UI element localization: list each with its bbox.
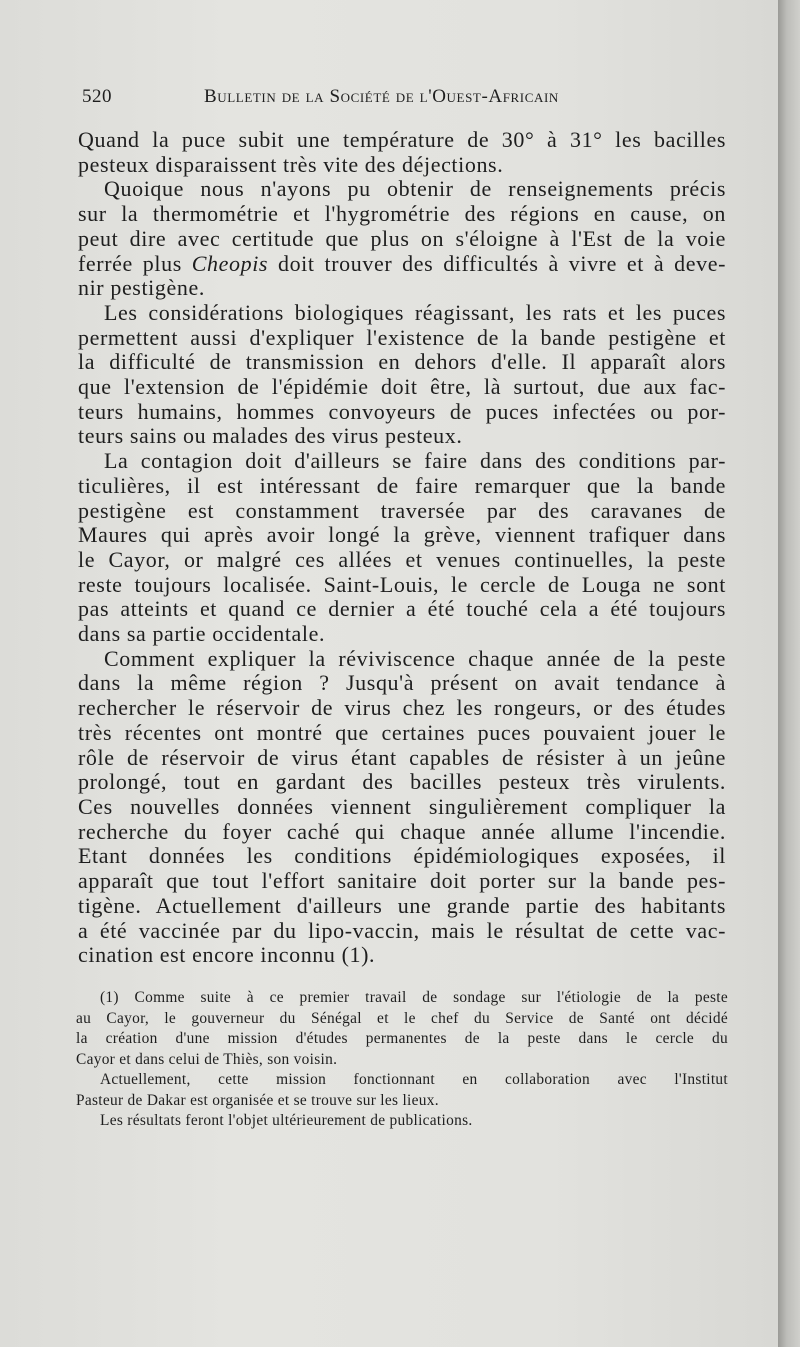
running-header xyxy=(82,86,732,116)
body-line: permettent aussi d'expliquer l'existence de la bande pestigène et xyxy=(78,324,726,350)
body-line: recherche du foyer caché qui chaque année allume l'incendie. xyxy=(78,818,726,844)
body-line: pestigène est constamment traversée par des caravanes de xyxy=(78,497,726,523)
footnotes xyxy=(76,988,728,1132)
body-line: dans sa partie occidentale. xyxy=(78,621,326,647)
footnote-line: (1) Comme suite à ce premier travail de sondage sur l'étiologie de la peste xyxy=(100,989,728,1006)
footnote-line: Les résultats feront l'objet ultérieurement de publications. xyxy=(100,1112,473,1129)
body-line: cination est encore inconnu (1). xyxy=(78,942,376,968)
body-line: ferrée plus Cheopis doit trouver des difficultés à vivre et à deve- xyxy=(78,250,726,276)
body-line: sur la thermométrie et l'hygrométrie des régions en cause, on xyxy=(78,201,726,227)
body-line: pesteux disparaissent très vite des déjections. xyxy=(78,151,504,177)
body-line: Etant données les conditions épidémiologiques exposées, il xyxy=(78,843,726,869)
body-line: Quand la puce subit une température de 30° à 31° les bacilles xyxy=(78,127,726,152)
body-line: très récentes ont montré que certaines puces pouvaient jouer le xyxy=(78,719,726,745)
body-line: tigène. Actuellement d'ailleurs une grande partie des habitants xyxy=(78,892,726,918)
body-line: la difficulté de transmission en dehors d'elle. Il apparaît alors xyxy=(78,349,726,375)
footnote-line: Pasteur de Dakar est organisée et se trouve sur les lieux. xyxy=(76,1091,439,1109)
body-line: le Cayor, or malgré ces allées et venues continuelles, la peste xyxy=(78,546,726,572)
body-line: Comment expliquer la réviviscence chaque année de la peste xyxy=(104,645,726,671)
body-line: Maures qui après avoir longé la grève, viennent trafiquer dans xyxy=(78,522,726,548)
body-line: rechercher le réservoir de virus chez les rongeurs, or des études xyxy=(78,695,726,721)
body-text xyxy=(78,128,726,968)
body-line: Les considérations biologiques réagissant, les rats et les puces xyxy=(104,299,726,325)
body-line: a été vaccinée par du lipo-vaccin, mais le résultat de cette vac- xyxy=(78,917,726,943)
body-line: peut dire avec certitude que plus on s'éloigne à l'Est de la voie xyxy=(78,225,726,251)
body-line: rôle de réservoir de virus étant capables de résister à un jeûne xyxy=(78,744,726,770)
body-line: que l'extension de l'épidémie doit être, là surtout, due aux fac- xyxy=(78,374,726,400)
body-line: apparaît que tout l'effort sanitaire doit porter sur la bande pes- xyxy=(78,868,726,894)
body-line: Quoique nous n'ayons pu obtenir de renseignements précis xyxy=(104,176,726,202)
footnote-line: au Cayor, le gouverneur du Sénégal et le chef du Service de Santé ont décidé xyxy=(76,1009,728,1027)
page-number: 520 xyxy=(82,86,112,107)
body-line: prolongé, tout en gardant des bacilles pesteux très virulents. xyxy=(78,769,726,795)
body-line: ticulières, il est intéressant de faire remarquer que la bande xyxy=(78,472,726,498)
body-line: nir pestigène. xyxy=(78,275,205,301)
body-line: Ces nouvelles données viennent singulièrement compliquer la xyxy=(78,793,726,819)
body-line: teurs sains ou malades des virus pesteux. xyxy=(78,423,463,449)
species-name: Cheopis xyxy=(191,250,269,276)
page-edge-shadow xyxy=(778,0,800,1347)
footnote-line: la création d'une mission d'études permanentes de la peste dans le cercle du xyxy=(76,1030,728,1047)
footnote-line: Cayor et dans celui de Thiès, son voisin. xyxy=(76,1050,338,1068)
running-title: Bulletin de la Société de l'Ouest-Africain xyxy=(204,86,559,107)
body-line: dans la même région ? Jusqu'à présent on avait tendance à xyxy=(78,670,726,696)
body-line: pas atteints et quand ce dernier a été touché cela a été toujours xyxy=(78,596,726,622)
body-line: teurs humains, hommes convoyeurs de puces infectées ou por- xyxy=(78,398,726,424)
footnote-line: Actuellement, cette mission fonctionnant en collaboration avec l'Institut xyxy=(100,1071,728,1088)
body-line: reste toujours localisée. Saint-Louis, le cercle de Louga ne sont xyxy=(78,571,726,597)
body-line: La contagion doit d'ailleurs se faire dans des conditions par- xyxy=(104,448,726,474)
